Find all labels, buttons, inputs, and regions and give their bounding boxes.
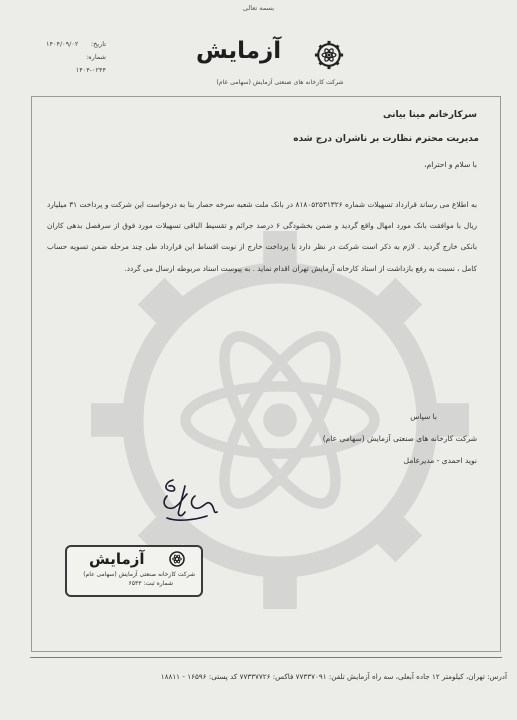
letter-meta [46, 38, 106, 77]
salutation: با سلام و احترام، [424, 160, 477, 169]
number-value-row [46, 64, 106, 77]
closing-signatory: نوید احمدی - مدیرعامل [403, 456, 477, 465]
closing-thanks: با سپاس [410, 412, 437, 421]
company-stamp [65, 545, 203, 597]
addressee-name: سرکارخانم مینا بیانی [382, 110, 477, 120]
closing-company: شرکت کارخانه های صنعتی آزمایش (سهامی عام) [322, 434, 477, 443]
company-name-header: شرکت کارخانه های صنعتی آزمایش (سهامی عام) [216, 79, 344, 86]
date-row [46, 38, 106, 51]
number-label: شماره: [86, 53, 106, 61]
company-logo [196, 38, 356, 72]
gear-atom-emblem-icon [314, 40, 344, 70]
number-row [46, 51, 106, 64]
stamp-registration-line: شماره ثبت: ۶۵۳۳ [128, 580, 173, 587]
stamp-company-line: شرکت کارخانه صنعتی آزمایش (سهامی عام) [83, 571, 195, 578]
date-label: تاریخ: [90, 40, 106, 48]
closing-block [227, 406, 477, 472]
footer-divider [30, 657, 502, 658]
number-value: ۱۴۰۴-۰۲۴۴ [75, 66, 106, 74]
handwritten-signature [155, 474, 225, 529]
addressee-title: مدیریت محترم نظارت بر ناشران درج شده [293, 134, 479, 144]
bismillah: بسمه تعالی [242, 4, 275, 12]
stamp-emblem-icon [167, 549, 187, 569]
letter-body: به اطلاع می رساند قرارداد تسهیلات شماره ۸۱۸۰۵۲۵۳۱۳۲۶ در بانک ملت شعبه سرخه حصار بنا به درخواست این شرکت و پرداخت ۳۱ میلیارد ریال با موافقت بانک مورد امهال واقع گردید و ضمن بخشودگی ۶ درصد جرائم و تقسیط الباقی تسهیلات مورد فوق از سرفصل بدهی کاران بانکی خارج گردید . لازم به ذکر است شرکت در نظر دارد با پرداخت خارج از نوبت اقساط این قرارداد طی چند مرحله ضمن تسویه حساب کامل ، نسبت به رفع بازداشت از اسناد کارخانه آزمایش تهران اقدام نماید . به پیوست اسناد مربوطه ارسال می گردد. [47, 200, 478, 273]
date-value: ۱۴۰۴/۰۹/۰۲ [46, 40, 79, 48]
stamp-logo-wordmark: آزمایش [89, 550, 145, 568]
footer-address: آدرس: تهران، کیلومتر ۱۲ جاده آبعلی، سه راه آزمایش تلفن: ۷۷۳۳۷۰۹۱ فاکس: ۷۷۳۳۷۷۲۶ کد پستی: ۱۶۵۹۶ - ۱۸۸۱۱ [160, 672, 507, 681]
logo-wordmark: آزمایش [196, 38, 282, 64]
